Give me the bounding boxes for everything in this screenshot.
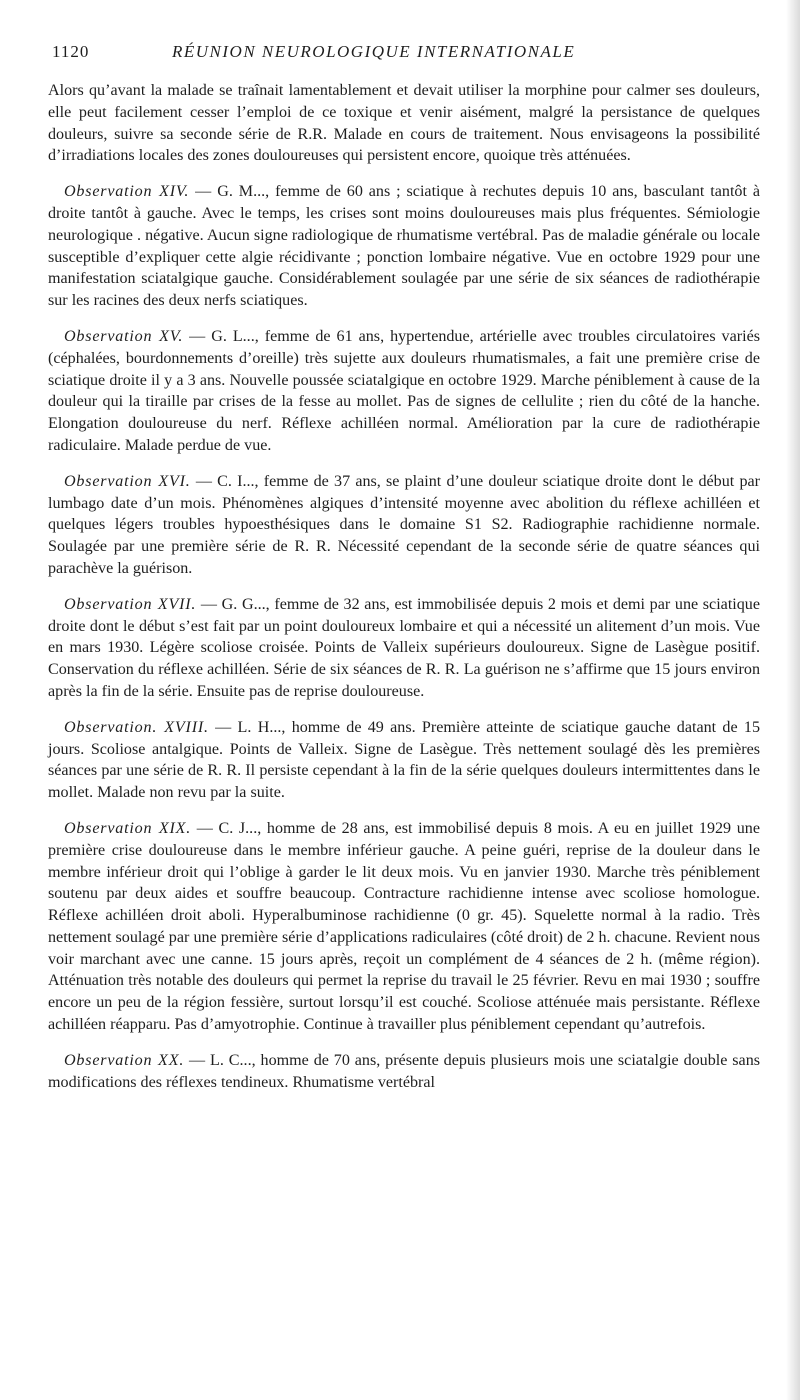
observation-paragraph-xiv: [48, 181, 760, 312]
observation-label: Observation XV.: [64, 327, 184, 345]
observation-text: — G. G..., femme de 32 ans, est immobilisée depuis 2 mois et demi par une sciatique droite dont le début s’est fait par un point douloureux lombaire et qui a nécessité un alitement d’un mois. Vue en mars 1930. Légère scoliose croisée. Points de Valleix supérieurs douloureux. Signe de Lasègue positif. Conservation du réflexe achilléen. Série de six séances de R. R. La guérison ne s’affirme que 15 jours environ après la fin de la série. Ensuite pas de reprise douloureuse.: [48, 595, 760, 700]
observation-paragraph-xx: [48, 1050, 760, 1094]
observation-label: Observation XIV.: [64, 183, 190, 201]
observation-paragraph-xix: [48, 818, 760, 1036]
body-text: [48, 80, 760, 1107]
observation-text: — L. C..., homme de 70 ans, présente depuis plusieurs mois une sciatalgie double sans modifications des réflexes tendineux. Rhumatisme vertébral: [48, 1051, 760, 1091]
observation-label: Observation. XVIII.: [64, 718, 209, 736]
observation-label: Observation XVI.: [64, 472, 191, 490]
observation-text: — L. H..., homme de 49 ans. Première atteinte de sciatique gauche datant de 15 jours. Scoliose antalgique. Points de Valleix. Signe de Lasègue. Très nettement soulagé dès les premières séances par une série de R. R. Il persiste cependant à la fin de la série quelques douleurs intermittentes dans le mollet. Malade non revu par la suite.: [48, 718, 760, 802]
observation-paragraph-xvii: [48, 594, 760, 703]
observation-paragraph-xvi: [48, 471, 760, 580]
running-title: RÉUNION NEUROLOGIQUE INTERNATIONALE: [172, 42, 576, 61]
observation-paragraph-xv: [48, 326, 760, 457]
observation-label: Observation XX.: [64, 1051, 185, 1069]
observation-label: Observation XIX.: [64, 819, 192, 837]
page-edge-shadow: [786, 0, 800, 1400]
observation-text: — G. M..., femme de 60 ans ; sciatique à rechutes depuis 10 ans, basculant tantôt à droite tantôt à gauche. Avec le temps, les crises sont moins douloureuses mais plus fréquentes. Sémiologie neurologique . négative. Aucun signe radiologique de rhumatisme vertébral. Pas de maladie générale ou locale susceptible d’expliquer cette algie récidivante ; ponction lombaire négative. Vue en octobre 1929 pour une manifestation sciatalgique gauche. Considérablement soulagée par une série de six séances de radiothérapie sur les racines des deux nerfs sciatiques.: [48, 183, 761, 310]
observation-paragraph-xviii: [48, 717, 760, 804]
observation-text: — C. I..., femme de 37 ans, se plaint d’une douleur sciatique droite dont le début par lumbago date d’un mois. Phénomènes algiques d’intensité moyenne avec abolition du réflexe achilléen et quelques légers troubles hypoesthésiques dans le domaine S1 S2. Radiographie rachidienne normale. Soulagée par une première série de R. R. Nécessité cependant de la seconde série de quatre séances qui parachève la guérison.: [48, 472, 761, 577]
page-header: [52, 42, 760, 66]
intro-paragraph: Alors qu’avant la malade se traînait lamentablement et devait utiliser la morphine pour calmer ses douleurs, elle peut facilement cesser l’emploi de ce toxique et venir aisément, malgré la persistance de quelques douleurs, suivre sa seconde série de R.R. Malade en cours de traitement. Nous envisageons la possibilité d’irradiations locales des zones douloureuses qui persistent encore, quoique très atténuées.: [48, 82, 760, 165]
observation-text: — C. J..., homme de 28 ans, est immobilisé depuis 8 mois. A eu en juillet 1929 une première crise douloureuse dans le membre inférieur gauche. A peine guéri, reprise de la douleur dans le membre inférieur droit qui l’oblige à garder le lit deux mois. Vu en janvier 1930. Marche très péniblement soutenu par deux aides et souffre beaucoup. Contracture rachidienne intense avec scoliose homologue. Réflexe achilléen droit aboli. Hyperalbuminose rachidienne (0 gr. 45). Squelette normal à la radio. Très nettement soulagé par une première série d’applications radiculaires (côté droit) de 2 h. chacune. Revient nous voir marchant avec une canne. 15 jours après, reçoit un complément de 4 séances de 2 h. (même région). Atténuation très notable des douleurs qui permet la reprise du travail le 25 février. Revu en mai 1930 ; souffre encore un peu de la région fessière, surtout lorsqu’il est couché. Scoliose atténuée mais persistante. Réflexe achilléen réapparu. Pas d’amyotrophie. Continue à travailler plus péniblement cependant qu’autrefois.: [48, 819, 760, 1034]
observation-label: Observation XVII.: [64, 595, 197, 613]
observation-text: — G. L..., femme de 61 ans, hypertendue, artérielle avec troubles circulatoires variés (céphalées, bourdonnements d’oreille) très sujette aux douleurs rhumatismales, a fait une première crise de sciatique droite il y a 3 ans. Nouvelle poussée sciatalgique en octobre 1929. Marche péniblement à cause de la douleur qui la tiraille par crises de la fesse au mollet. Pas de signes de cellulite ; rien du côté de la hanche. Elongation douloureuse du nerf. Réflexe achilléen normal. Amélioration par la cure de radiothérapie radiculaire. Malade perdue de vue.: [48, 327, 760, 454]
page-number: 1120: [52, 42, 90, 61]
